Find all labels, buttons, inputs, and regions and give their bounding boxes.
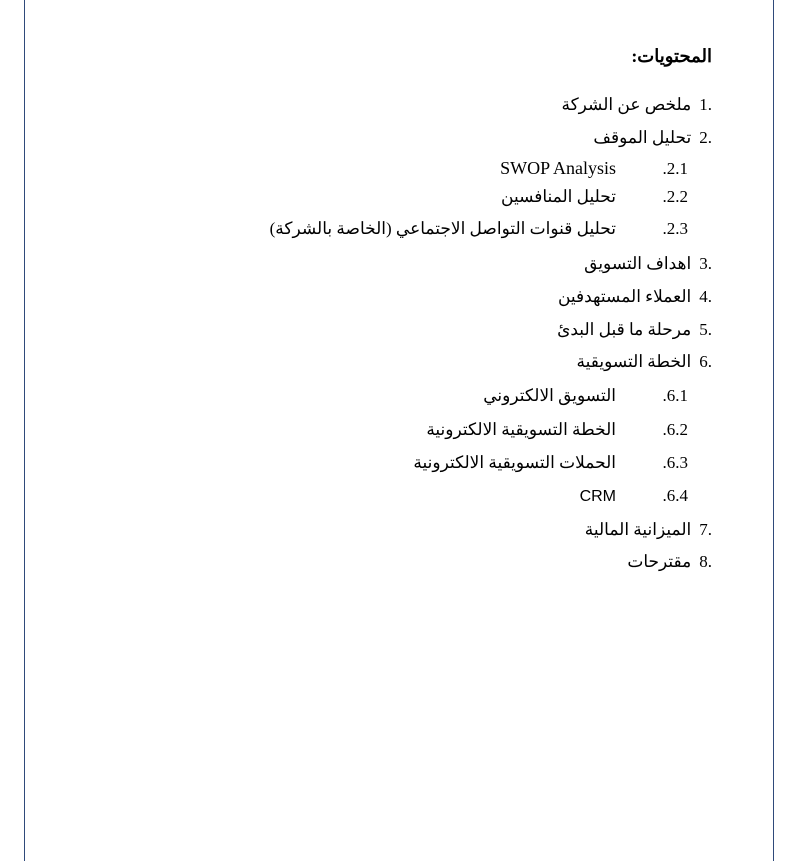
- toc-label: التسويق الالكتروني: [483, 386, 616, 405]
- toc-label: مقترحات: [627, 552, 692, 571]
- toc-number: .6.2: [662, 420, 688, 439]
- toc-number: 3.: [699, 254, 712, 273]
- toc-number: .2.2: [662, 187, 688, 206]
- toc-number: .2.1: [662, 159, 688, 178]
- toc-item-7: [585, 519, 712, 541]
- toc-item-1: [561, 94, 712, 116]
- toc-item-2: [593, 127, 712, 149]
- toc-number: .6.4: [662, 486, 688, 505]
- toc-label: اهداف التسويق: [584, 254, 692, 273]
- toc-item-6-3: [413, 452, 688, 474]
- toc-item-6: [577, 351, 713, 373]
- toc-label: العملاء المستهدفين: [557, 287, 692, 306]
- toc-label: SWOP Analysis: [500, 158, 616, 178]
- toc-label: تحليل الموقف: [593, 128, 692, 147]
- toc-number: 8.: [699, 552, 712, 571]
- toc-label: تحليل قنوات التواصل الاجتماعي (الخاصة بالشركة): [269, 219, 616, 238]
- toc-item-6-4: [580, 485, 688, 508]
- toc-item-4: [558, 286, 712, 308]
- toc-number: .6.3: [662, 453, 688, 472]
- toc-number: .6.1: [662, 386, 688, 405]
- toc-item-2-2: [501, 186, 688, 208]
- toc-number: 5.: [699, 320, 712, 339]
- toc-item-2-3: [270, 218, 688, 240]
- toc-label: تحليل المنافسين: [501, 187, 616, 206]
- toc-item-3: [584, 253, 712, 275]
- toc-item-8: [627, 551, 712, 573]
- toc-number: .2.3: [662, 219, 688, 238]
- page-border-left: [24, 0, 25, 861]
- toc-number: 1.: [699, 95, 712, 114]
- toc-number: 4.: [699, 287, 712, 306]
- toc-label: مرحلة ما قبل البدئ: [557, 320, 692, 339]
- toc-label: الخطة التسويقية: [576, 352, 692, 371]
- toc-label: الخطة التسويقية الالكترونية: [426, 420, 616, 439]
- toc-item-6-1: [483, 385, 688, 407]
- toc-number: 7.: [699, 520, 712, 539]
- toc-label: الميزانية المالية: [584, 520, 692, 539]
- toc-item-2-1: [500, 157, 688, 180]
- toc-item-6-2: [426, 419, 688, 441]
- toc-label: CRM: [579, 488, 616, 505]
- toc-title: المحتويات:: [631, 46, 712, 66]
- page-border-right: [773, 0, 774, 861]
- toc-number: 2.: [699, 128, 712, 147]
- toc-label: ملخص عن الشركة: [561, 95, 692, 114]
- toc-item-5: [557, 319, 712, 341]
- toc-label: الحملات التسويقية الالكترونية: [413, 453, 616, 472]
- toc-number: 6.: [699, 352, 712, 371]
